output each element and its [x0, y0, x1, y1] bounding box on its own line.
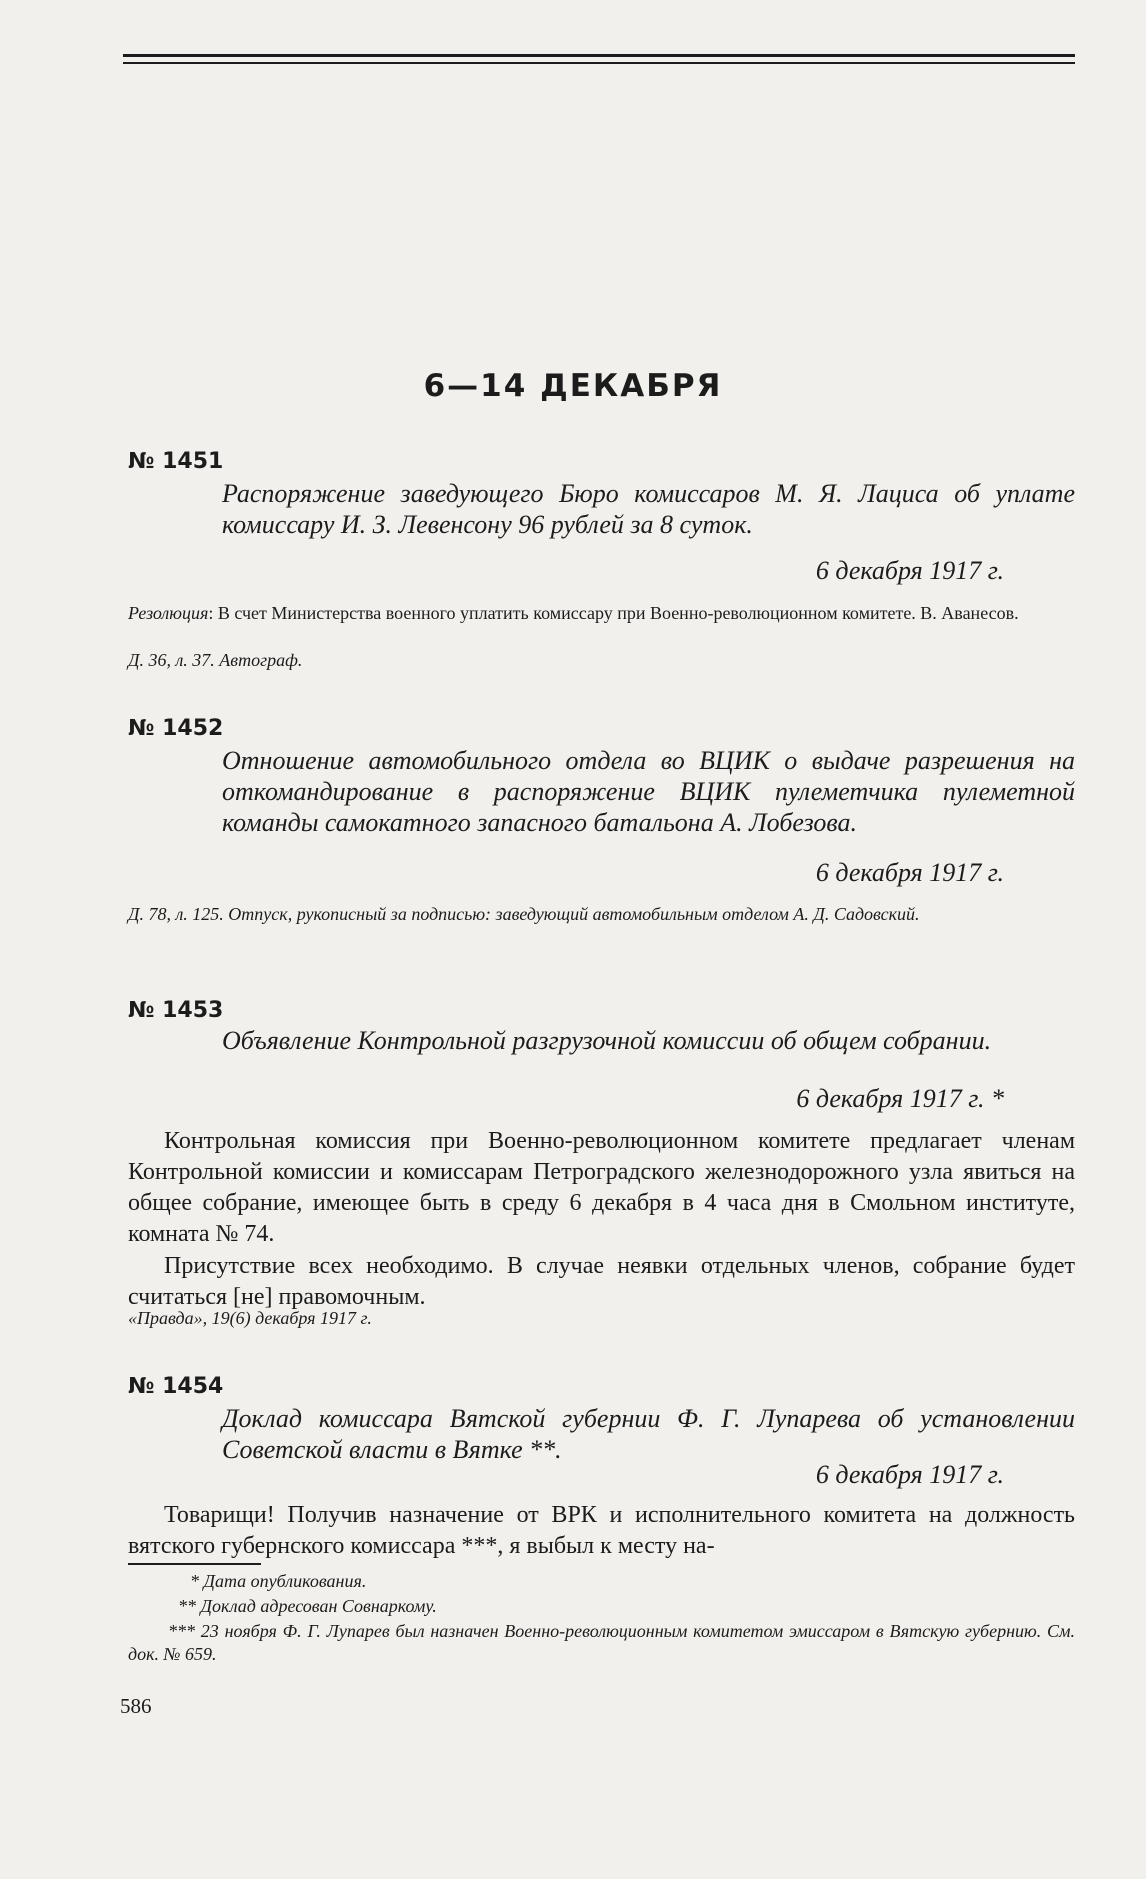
paragraph: Присутствие всех необходимо. В случае неявки отдельных членов, собрание будет считаться [не] правомочным. — [128, 1253, 1075, 1310]
footnote: *** 23 ноября Ф. Г. Лупарев был назначен Военно-революционным комитетом эмиссаром в Вятскую губернию. См. док. № 659. — [128, 1621, 1075, 1664]
doc-heading-1451: Распоряжение заведующего Бюро комиссаров М. Я. Лациса об уплате комиссару И. З. Левенсону 96 рублей за 8 суток. — [222, 479, 1075, 539]
doc-heading-1454: Доклад комиссара Вятской губернии Ф. Г. Лупарева об установлении Советской власти в Вятке **. — [222, 1404, 1075, 1464]
archive-text-1451: Д. 36, л. 37. Автограф. — [128, 650, 303, 670]
archive-text-1452: Д. 78, л. 125. Отпуск, рукописный за подписью: заведующий автомобильным отделом А. Д. Садовский. — [128, 904, 920, 924]
doc-heading-1452: Отношение автомобильного отдела во ВЦИК о выдаче разрешения на откомандирование в распоряжение ВЦИК пулеметчика пулеметной команды самокатного запасного батальона А. Лобезова. — [222, 746, 1075, 837]
top-rule — [123, 54, 1075, 57]
doc-number-1452: № 1452 — [128, 716, 224, 741]
paragraph: Контрольная комиссия при Военно-революционном комитете предлагает членам Контрольной комиссии и комиссарам Петроградского железнодорожного узла явиться на общее собрание, имеющее быть в среду 6 декабря в 4 часа дня в Смольном институте, комната № 74. — [128, 1128, 1075, 1247]
resolution-text: : В счет Министерства военного уплатить комиссару при Военно-революционном комитете. В. Аванесов. — [208, 603, 1019, 623]
doc-heading-1453: Объявление Контрольной разгрузочной комиссии об общем собрании. — [222, 1026, 992, 1055]
resolution-note — [128, 602, 1075, 625]
footnote-divider — [128, 1563, 261, 1565]
doc-date-1452: 6 декабря 1917 г. — [815, 858, 1004, 887]
archive-ref-1451 — [128, 649, 1075, 672]
page-number: 586 — [120, 1694, 152, 1718]
doc-date-1451: 6 декабря 1917 г. — [815, 556, 1004, 585]
paragraph: Товарищи! Получив назначение от ВРК и исполнительного комитета на должность вятского губернского комиссара ***, я выбыл к месту на- — [128, 1502, 1075, 1559]
doc-number-1451: № 1451 — [128, 449, 224, 474]
footnote: * Дата опубликования. — [190, 1571, 367, 1591]
publication-source: «Правда», 19(6) декабря 1917 г. — [128, 1308, 372, 1328]
resolution-label: Резолюция — [128, 603, 209, 623]
section-title: 6—14 ДЕКАБРЯ — [423, 368, 723, 404]
archive-ref-1452 — [128, 903, 1075, 926]
doc-number-1454: № 1454 — [128, 1374, 224, 1399]
doc-date-1453: 6 декабря 1917 г. * — [796, 1084, 1004, 1113]
footnote: ** Доклад адресован Совнаркому. — [178, 1596, 437, 1616]
top-rule-thin — [123, 62, 1075, 64]
doc-number-1453: № 1453 — [128, 998, 224, 1023]
doc-date-1454: 6 декабря 1917 г. — [815, 1460, 1004, 1489]
